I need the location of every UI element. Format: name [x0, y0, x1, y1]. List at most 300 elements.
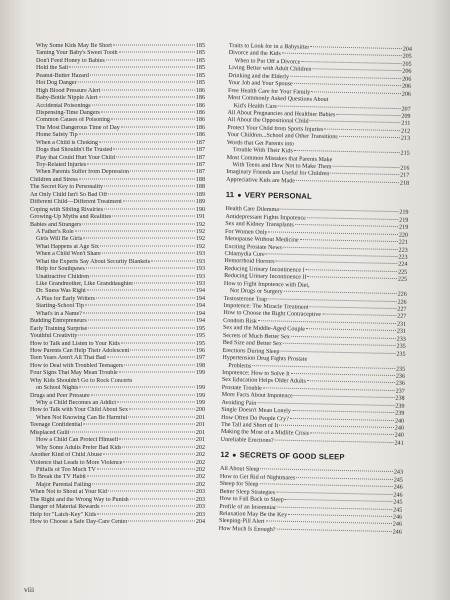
dot-leader: [78, 335, 195, 336]
dot-leader: [107, 357, 195, 358]
toc-entry-title: Imaginary Friends are Useful for Children: [226, 169, 330, 178]
toc-entry: [30, 117, 205, 124]
toc-entry-title: Menopause Without Medicine: [224, 236, 299, 244]
toc-entry-title: Danger of Material Rewards: [30, 504, 100, 511]
toc-entry: [30, 147, 205, 154]
section-heading-12: [220, 451, 403, 464]
toc-entry-page: 240: [394, 425, 405, 432]
toc-entry-page: 194: [195, 303, 205, 310]
toc-entry-title: Impotence: The Miracle Treatment: [223, 302, 309, 311]
toc-entry-title: What the Experts Say About Security Blankets: [36, 258, 151, 265]
toc-entry: [30, 214, 205, 221]
dot-leader: [282, 53, 402, 57]
toc-entry-title: Toy-Related Injuries: [36, 162, 87, 168]
toc-entry-title: Single Doesn't Mean Lonely: [221, 407, 292, 415]
dot-leader: [295, 224, 398, 227]
toc-entry-page: 219: [399, 217, 409, 224]
toc-entry-page: 188: [195, 184, 205, 191]
toc-entry-title: When Not Knowing Can Be Harmful: [36, 414, 128, 421]
toc-entry-page: 193: [195, 281, 205, 287]
toc-entry: [30, 474, 205, 481]
toc-entry-title: Why a Child Becomes an Addict: [36, 400, 117, 406]
toc-entry: [30, 132, 205, 139]
toc-entry: [30, 318, 205, 325]
toc-entry-page: 198: [195, 362, 205, 369]
toc-entry-page: 192: [195, 236, 205, 243]
toc-entry-title: Like Grandmother, Like Granddaughter: [36, 281, 134, 287]
toc-entry-page: 187: [195, 147, 205, 154]
toc-entry-page: 189: [195, 199, 205, 206]
dot-leader: [266, 521, 392, 525]
dot-leader: [336, 114, 400, 116]
toc-entry-title: When a Child Won't Share: [36, 251, 101, 258]
toc-entry-page: 195: [195, 325, 205, 332]
toc-entry-title: Chlamydia Cure: [224, 250, 265, 258]
dot-leader: [268, 298, 396, 302]
dot-leader: [339, 136, 400, 138]
toc-entry-title: When a Child is Choking: [36, 139, 98, 146]
toc-entry-page: 195: [195, 340, 205, 347]
dot-leader: [268, 231, 397, 235]
toc-entry: [30, 73, 205, 80]
toc-entry-title: Early Training Surprise: [30, 325, 88, 332]
toc-entry-title: When Not to Shout at Your Kid: [30, 489, 108, 496]
toc-entry-title: Different Child—Different Treatment: [30, 199, 122, 206]
toc-entry-title: Budding Entrepreneurs: [30, 318, 87, 325]
toc-entry-page: 212: [400, 128, 411, 135]
toc-entry-title: The Most Dangerous Time of Day: [36, 124, 120, 131]
toc-entry-page: 186: [195, 95, 205, 102]
toc-entry: [30, 281, 205, 288]
dot-leader: [290, 76, 401, 79]
dot-leader: [92, 483, 195, 484]
dot-leader: [312, 69, 401, 72]
toc-entry-page: 211: [401, 121, 411, 128]
dot-leader: [92, 104, 195, 105]
toc-right-column: [219, 43, 412, 537]
dot-leader: [300, 239, 398, 242]
toc-entry-title: Why Kids Shouldn't Go to Rock Concerts: [30, 377, 133, 384]
toc-entry-page: 199: [195, 370, 205, 377]
toc-entry-page: 236: [395, 373, 406, 380]
toc-entry-title: Better Sleep Strategies: [219, 488, 276, 496]
toc-entry-page: 199: [195, 400, 205, 406]
toc-entry-page: 216: [400, 165, 410, 172]
dot-leader: [294, 83, 401, 86]
toc-entry-page: 203: [195, 489, 205, 496]
toc-entry-title: The Right and the Wrong Way to Punish: [30, 496, 129, 503]
dot-leader: [90, 275, 195, 276]
dot-leader: [278, 506, 392, 509]
dot-leader: [99, 141, 195, 142]
dot-leader: [119, 439, 194, 440]
toc-entry-title: Most Commonly Asked Questions About: [227, 95, 329, 104]
toc-entry-page: 206: [401, 91, 412, 98]
toc-entry-page: 185: [195, 80, 205, 87]
toc-entry-page: 194: [195, 295, 205, 302]
dot-leader: [99, 97, 195, 98]
toc-entry-title: A Father's Role: [36, 228, 74, 235]
toc-entry-page: 195: [195, 333, 205, 340]
dot-leader: [296, 477, 393, 480]
toc-entry-page: 191: [195, 214, 205, 221]
dot-leader: [310, 433, 394, 436]
dot-leader: [101, 506, 195, 507]
dot-leader: [100, 245, 195, 246]
dot-leader: [97, 513, 195, 514]
dot-leader: [83, 312, 195, 313]
toc-entry-title: Unattractive Children: [36, 273, 89, 280]
toc-entry: [30, 58, 205, 65]
toc-entry-page: 186: [195, 102, 205, 109]
dot-leader: [75, 230, 195, 231]
dot-leader: [283, 343, 396, 346]
toc-entry-title: Your Job and Your Spouse: [228, 80, 293, 88]
toc-entry-title: How to Get Rid of Nightmares: [219, 473, 296, 482]
toc-entry-page: 246: [393, 492, 403, 499]
toc-entry-page: 199: [195, 385, 205, 392]
dot-leader: [90, 74, 195, 75]
dot-leader: [106, 59, 195, 60]
toc-entry-page: 209: [401, 113, 411, 120]
toc-entry: [30, 460, 205, 467]
toc-entry-page: 203: [195, 496, 205, 503]
toc-entry: [30, 244, 205, 251]
toc-entry-title: Impotence: How to Solve It: [222, 369, 290, 378]
toc-entry-page: 219: [398, 224, 409, 231]
dot-leader: [113, 45, 195, 46]
toc-entry-title: All About Sleep: [220, 466, 260, 474]
dot-leader: [83, 424, 195, 425]
toc-entry: [30, 274, 205, 281]
toc-entry-page: 203: [195, 504, 205, 511]
toc-entry: [30, 437, 205, 444]
toc-entry-title: Major Parental Failing: [36, 481, 92, 488]
toc-entry-page: 188: [195, 176, 205, 183]
dot-leader: [113, 149, 195, 150]
toc-entry-title: Drinking and the Elderly: [228, 72, 290, 81]
toc-entry-page: 240: [394, 432, 404, 440]
toc-entry-page: 246: [393, 484, 403, 491]
toc-list-very-personal: [221, 206, 409, 448]
toc-entry-page: 246: [392, 514, 403, 521]
toc-entry-title: Most Common Mistakes that Parents Make: [226, 154, 333, 163]
toc-entry-title: All About Pregnancies and Healthier Babies: [227, 109, 336, 119]
toc-entry-page: 231: [396, 328, 407, 336]
toc-entry-page: 235: [396, 343, 406, 350]
toc-entry: [30, 43, 205, 50]
toc-entry-title: Making the Most of a Midlife Crisis: [220, 429, 310, 438]
toc-entry-title: How Much Is Enough?: [218, 525, 276, 533]
toc-entry: [30, 311, 205, 318]
dot-leader: [83, 238, 195, 239]
dot-leader: [130, 349, 195, 350]
toc-entry-page: 190: [195, 206, 205, 213]
toc-entry-title: Children and Stress: [30, 176, 78, 183]
toc-entry-page: 236: [395, 380, 405, 388]
toc-entry-page: 202: [195, 474, 205, 481]
dot-leader: [104, 208, 195, 209]
toc-entry-page: 227: [397, 306, 407, 313]
toc-entry-page: 219: [399, 209, 409, 217]
toc-entry-title: Play that Could Hurt Your Child: [36, 154, 115, 161]
toc-entry-title: Peanut-Butter Hazard: [36, 72, 89, 79]
toc-entry-page: 226: [397, 299, 407, 306]
toc-entry-page: 201: [195, 422, 205, 429]
toc-entry-title: Common Causes of Poisoning: [36, 117, 110, 124]
toc-entry-title: Baby-Bottle Nipple Alert: [36, 95, 98, 102]
toc-entry-page: 201: [195, 414, 205, 421]
toc-entry-page: 231: [396, 321, 407, 328]
toc-entry-page: 185: [195, 43, 205, 49]
toc-entry-title: Drugs and Peer Pressure: [30, 392, 90, 399]
dot-leader: [128, 416, 195, 417]
toc-entry-page: 201: [195, 437, 205, 444]
toc-entry: [30, 482, 205, 489]
dot-leader: [104, 186, 195, 187]
toc-entry-title: Living Better with Adult Children: [228, 65, 312, 74]
dot-leader: [130, 498, 195, 499]
toc-entry-title: Why Some Kids May Be Short: [36, 43, 112, 49]
toc-entry-page: 225: [397, 276, 408, 284]
toc-entry: [30, 385, 205, 392]
dot-leader: [291, 373, 395, 376]
toc-entry: [30, 348, 205, 355]
dot-leader: [88, 320, 195, 321]
toc-entry-title: Hot Dog Danger: [36, 80, 77, 87]
toc-entry-page: 237: [395, 388, 405, 395]
toc-entry-page: 204: [402, 46, 412, 53]
toc-entry-page: 192: [195, 221, 205, 228]
toc-entry-title: Coping with Sibling Rivalries: [30, 206, 103, 213]
toc-entry-title: For Women Only: [224, 228, 268, 236]
toc-entry-page: 205: [402, 54, 412, 61]
toc-entry: [30, 415, 205, 422]
dot-leader: [97, 468, 195, 469]
toc-entry-page: 220: [398, 232, 409, 239]
toc-entry-page: 185: [195, 72, 205, 79]
toc-entry-page: 199: [195, 392, 205, 399]
dot-leader: [324, 128, 400, 131]
toc-entry-title: How to Fall Back to Sleep: [219, 495, 284, 504]
dot-leader: [294, 150, 400, 153]
toc-entry: [30, 363, 205, 370]
toc-entry-title: Home Safety Tip: [36, 132, 78, 139]
dot-leader: [259, 483, 392, 487]
toc-entry-title: How to Choose a Safe Day-Care Center: [30, 519, 128, 525]
toc-entry-title: Dogs that Shouldn't Be Trusted: [36, 147, 113, 154]
toc-entry-page: 201: [195, 429, 205, 436]
toc-entry-page: 225: [398, 269, 408, 276]
dot-leader: [258, 320, 396, 324]
toc-entry-title: Pitfalls of Too Much TV: [36, 466, 96, 473]
dot-leader: [296, 180, 399, 183]
toc-entry-title: Teenage Confidential: [30, 422, 83, 429]
toc-entry-title: Relaxation May Be the Key: [219, 510, 288, 519]
toc-entry: [30, 407, 205, 414]
dot-leader: [91, 394, 195, 395]
toc-entry-page: 246: [392, 529, 402, 536]
dot-leader: [306, 328, 396, 331]
dot-leader: [124, 364, 195, 365]
toc-entry-page: 193: [195, 273, 205, 280]
toc-entry: [30, 140, 205, 147]
toc-entry-title: Sleeping-Pill Alert: [218, 518, 265, 526]
toc-entry-page: 226: [397, 291, 407, 298]
toc-entry-page: 185: [195, 50, 205, 57]
toc-entry-title: Problems: [228, 362, 252, 370]
toc-entry-title: Reducing Urinary Incontinence I: [224, 265, 305, 274]
toc-entry: [30, 50, 205, 57]
toc-entry: [30, 370, 205, 377]
toc-entry-title: Hypertension Drug Fights Prostate: [222, 354, 308, 363]
toc-entry-page: 243: [393, 469, 404, 477]
toc-entry-title: Testosterone Trap: [223, 295, 268, 303]
toc-entry: [30, 445, 205, 452]
toc-entry: [30, 393, 205, 400]
toc-entry-page: 205: [402, 61, 412, 68]
dot-leader: [309, 306, 396, 309]
dot-leader: [87, 476, 195, 477]
toc-entry-page: 187: [195, 139, 205, 146]
toc-entry-page: 185: [195, 57, 205, 64]
dot-leader: [306, 269, 397, 272]
dot-leader: [82, 223, 194, 224]
dot-leader: [70, 431, 194, 432]
toc-entry-page: 235: [396, 351, 406, 358]
dot-leader: [333, 166, 400, 168]
dot-leader: [130, 171, 195, 172]
toc-entry: [30, 229, 205, 236]
toc-entry-page: 246: [392, 521, 403, 529]
toc-entry-title: When Parents Suffer from Depression: [36, 169, 129, 176]
toc-entry-title: Accidental Poisonings: [36, 102, 91, 109]
dot-leader: [290, 417, 394, 420]
toc-entry-title: Health Care Dilemma: [225, 206, 280, 214]
toc-entry-page: 206: [402, 68, 412, 76]
dot-leader: [280, 209, 398, 212]
toc-entry-page: 245: [393, 499, 403, 506]
dot-leader: [284, 291, 397, 294]
dot-leader: [79, 178, 195, 179]
toc-entry-title: How Often Do People Cry?: [221, 414, 289, 422]
toc-entry-page: 218: [399, 180, 410, 187]
dot-leader: [291, 336, 396, 339]
toc-entry-page: 187: [195, 154, 205, 161]
dot-leader: [260, 469, 393, 473]
dot-leader: [322, 314, 396, 317]
toc-entry: [30, 236, 205, 243]
toc-entry-page: 239: [395, 410, 405, 417]
toc-entry-title: Free Health Care for Your Family: [227, 87, 311, 96]
dot-leader: [79, 134, 195, 135]
toc-entry-page: 233: [396, 336, 406, 343]
toc-entry-title: Sex and Kidney Transplants: [225, 221, 294, 229]
toc-entry-title: Another Kind of Child Abuse: [30, 452, 103, 459]
toc-entry-title: Sheep for Sleep: [219, 481, 259, 488]
toc-entry: [30, 400, 205, 407]
toc-entry-page: 193: [195, 251, 205, 258]
dot-leader: [101, 111, 195, 112]
dot-leader: [257, 402, 394, 406]
toc-entry-page: 202: [195, 466, 205, 473]
dot-leader: [294, 395, 395, 398]
toc-entry: [30, 184, 205, 191]
toc-entry: [30, 452, 205, 459]
dot-leader: [108, 491, 195, 492]
toc-entry-page: 187: [195, 162, 205, 168]
toc-entry-title: Girls Will Be Girls: [36, 236, 83, 243]
toc-entry-title: Misplaced Guilt: [30, 429, 70, 436]
dot-leader: [69, 67, 195, 68]
dot-leader: [280, 350, 395, 353]
toc-entry-title: How to Talk and Listen to Your Kids: [30, 340, 120, 347]
toc-entry: [30, 259, 205, 266]
toc-entry-title: Hold the Salt: [36, 65, 69, 72]
toc-entry-title: Don't Feed Honey to Babies: [36, 57, 105, 64]
toc-entry-page: 197: [195, 355, 205, 362]
toc-entry-page: 192: [195, 228, 205, 235]
toc-entry: [30, 65, 205, 72]
toc-entry-title: Secrets of Much Better Sex: [222, 332, 290, 341]
toc-entry-page: 187: [195, 169, 205, 176]
toc-entry-page: 193: [195, 258, 205, 265]
toc-entry-page: 217: [400, 173, 410, 180]
toc-entry-title: With Teens and How Not to Make Them: [232, 162, 332, 171]
toc-entry: [30, 497, 205, 504]
dot-leader: [117, 402, 195, 403]
dot-leader: [275, 439, 394, 442]
dot-leader: [121, 126, 195, 127]
dot-leader: [311, 91, 401, 94]
toc-entry: [30, 489, 205, 496]
dot-leader: [123, 201, 195, 202]
dot-leader: [301, 61, 401, 64]
toc-entry-page: 241: [394, 440, 404, 447]
toc-entry-title: How to Choose the Right Contraceptive: [223, 310, 322, 319]
toc-entry-title: The Tall and Short of It: [220, 421, 279, 430]
dot-leader: [119, 52, 195, 53]
toc-entry-page: 186: [195, 109, 205, 116]
toc-entry-title: Sex and the Middle-Aged Couple: [222, 325, 305, 333]
dot-leader: [79, 387, 195, 388]
dot-leader: [151, 260, 195, 261]
toc-entry-title: Taming Your Baby's Sweet Tooth: [36, 50, 118, 57]
toc-entry: [30, 169, 205, 176]
toc-entry-title: Erections During Sleep: [222, 347, 280, 355]
toc-entry-page: 186: [195, 87, 205, 94]
dot-leader: [330, 173, 399, 175]
toc-entry-title: To Break the TV Habit: [30, 474, 86, 481]
toc-entry-title: All About the Oppositional Child: [227, 117, 309, 126]
dot-leader: [292, 410, 394, 413]
toc-entry-title: Reducing Urinary Incontinence II: [224, 273, 307, 281]
toc-entry-page: 193: [195, 266, 205, 273]
dot-leader: [87, 290, 195, 291]
toc-entry-title: Prostate Trouble: [221, 384, 262, 392]
dot-leader: [87, 164, 195, 165]
toc-entry-title: How to Deal with Troubled Teenagers: [30, 362, 124, 369]
toc-entry-page: 238: [395, 395, 405, 403]
toc-entry-title: Help for Southpaws: [36, 266, 85, 273]
toc-entry-title: Babies and Strangers: [30, 221, 82, 228]
toc-entry-page: 223: [398, 254, 408, 261]
toc-entry-page: 204: [195, 519, 205, 525]
dot-leader: [78, 82, 195, 83]
dot-leader: [283, 246, 398, 249]
dot-leader: [85, 305, 195, 306]
toc-entry-page: 235: [396, 366, 406, 373]
